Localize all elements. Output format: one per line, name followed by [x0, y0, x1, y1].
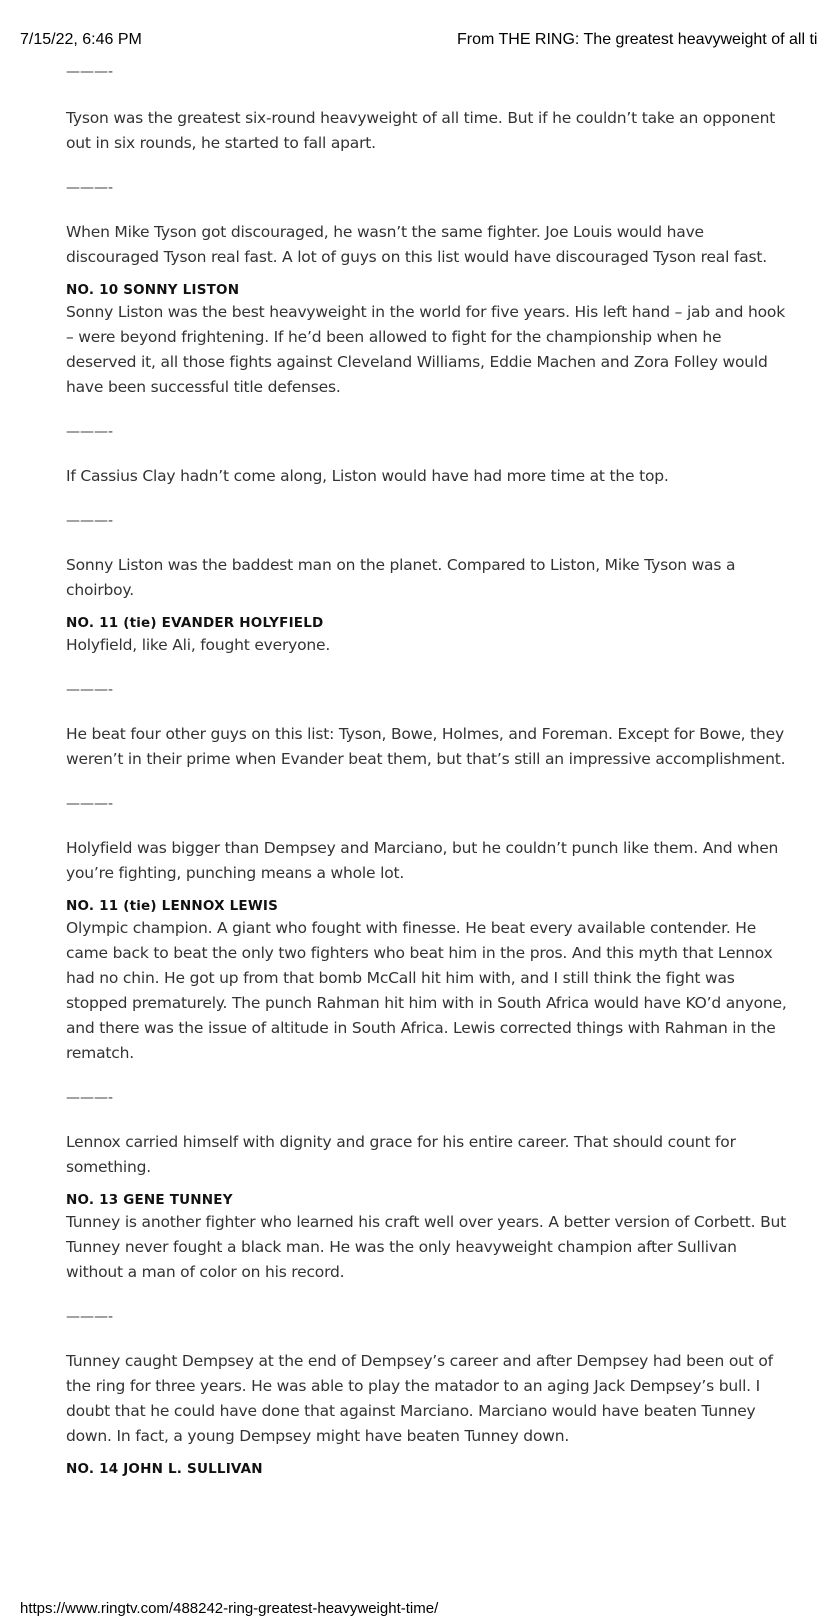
article-body — [66, 60, 796, 1479]
paragraph: He beat four other guys on this list: Tyson, Bowe, Holmes, and Foreman. Except for Bowe, they weren’t in their prime when Evander beat them, but that’s still an impressive accomplishment. — [66, 725, 786, 768]
paragraph: Holyfield, like Ali, fought everyone. — [66, 636, 331, 654]
section-heading-liston: NO. 10 SONNY LISTON — [66, 282, 240, 298]
separator: ———- — [66, 1309, 114, 1325]
paragraph: When Mike Tyson got discouraged, he wasn’t the same fighter. Joe Louis would have discouraged Tyson real fast. A lot of guys on this list would have discouraged Tyson real fast. — [66, 223, 767, 266]
print-header — [20, 31, 834, 53]
separator: ———- — [66, 424, 114, 440]
paragraph: Tunney is another fighter who learned his craft well over years. A better version of Corbett. But Tunney never fought a black man. He was the only heavyweight champion after Sullivan without a man of color on his record. — [66, 1213, 787, 1281]
paragraph: Sonny Liston was the best heavyweight in the world for five years. His left hand – jab and hook – were beyond frightening. If he’d been allowed to fight for the championship when he deserved it, all those fights against Cleveland Williams, Eddie Machen and Zora Folley would have been successful title defenses. — [66, 303, 785, 396]
section-heading-sullivan: NO. 14 JOHN L. SULLIVAN — [66, 1461, 263, 1477]
section-heading-holyfield: NO. 11 (tie) EVANDER HOLYFIELD — [66, 615, 324, 631]
paragraph: Lennox carried himself with dignity and grace for his entire career. That should count for something. — [66, 1133, 736, 1176]
paragraph: Holyfield was bigger than Dempsey and Marciano, but he couldn’t punch like them. And when you’re fighting, punching means a whole lot. — [66, 839, 779, 882]
paragraph: Tunney caught Dempsey at the end of Dempsey’s career and after Dempsey had been out of the ring for three years. He was able to play the matador to an aging Jack Dempsey’s bull. I doubt that he could have done that against Marciano. Marciano would have beaten Tunney down. In fact, a young Dempsey might have beaten Tunney down. — [66, 1352, 773, 1445]
print-date: 7/15/22, 6:46 PM — [20, 31, 142, 48]
separator: ———- — [66, 64, 114, 80]
separator: ———- — [66, 513, 114, 529]
paragraph: Olympic champion. A giant who fought with finesse. He beat every available contender. He came back to beat the only two fighters who beat him in the pros. And this myth that Lennox had no chin. He got up from that bomb McCall hit him with, and I still think the fight was stopped prematurely. The punch Rahman hit him with in South Africa would have KO’d anyone, and there was the issue of altitude in South Africa. Lewis corrected things with Rahman in the rematch. — [66, 919, 787, 1062]
paragraph: Sonny Liston was the baddest man on the planet. Compared to Liston, Mike Tyson was a choirboy. — [66, 556, 736, 599]
paragraph: If Cassius Clay hadn’t come along, Liston would have had more time at the top. — [66, 467, 669, 485]
separator: ———- — [66, 1090, 114, 1106]
separator: ———- — [66, 796, 114, 812]
paragraph: Tyson was the greatest six-round heavyweight of all time. But if he couldn’t take an opponent out in six rounds, he started to fall apart. — [66, 109, 776, 152]
print-footer-url: https://www.ringtv.com/488242-ring-greatest-heavyweight-time/ — [20, 1600, 439, 1617]
separator: ———- — [66, 682, 114, 698]
section-heading-lewis: NO. 11 (tie) LENNOX LEWIS — [66, 898, 279, 914]
section-heading-tunney: NO. 13 GENE TUNNEY — [66, 1192, 233, 1208]
separator: ———- — [66, 180, 114, 196]
print-page-title: From THE RING: The greatest heavyweight of all ti — [457, 31, 818, 48]
